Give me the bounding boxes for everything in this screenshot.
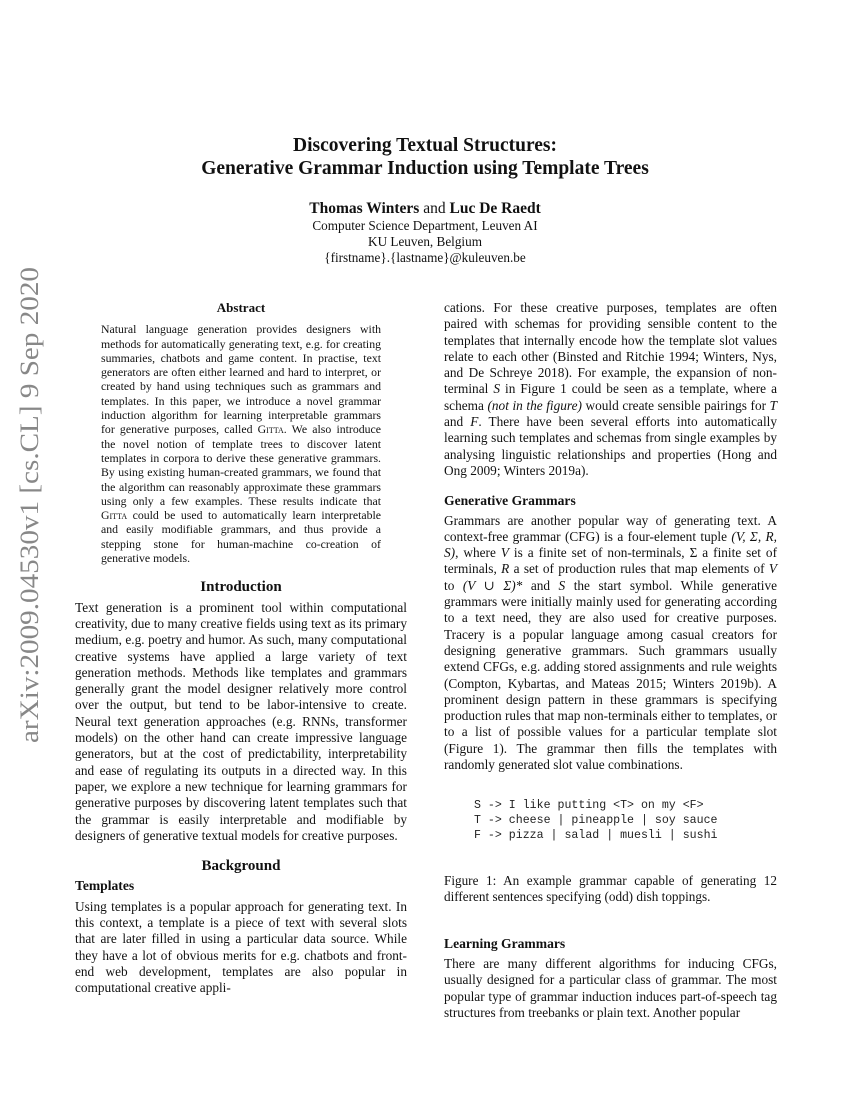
author-list bbox=[60, 200, 790, 218]
code-line: F -> pizza | salad | muesli | sushi bbox=[474, 828, 718, 842]
text-fragment: a finite set of terminals, bbox=[444, 545, 777, 577]
math-symbol: T bbox=[769, 397, 778, 413]
introduction-text: Text generation is a prominent tool within computational creativity, due to many creative fields using text as its primary medium, e.g. poetry and humor. As such, many computational creative systems have applied a large variety of text generation methods. Methods like templates and grammars generally grant the model designer relatively more control over the output, but tend to be labor-intensive to create. Neural text generation approaches (e.g. RNNs, transformer models) on the other hand can create impressive language generators, but at the cost of predictability, interpretability and ease of regulating its outputs in a directed way. In this paper, we explore a new technique for learning grammars for generative purposes by discovering latent templates such that the grammar is easily interpretable and modifiable by designers of generative textual models for creative purposes. bbox=[75, 599, 407, 843]
figure-1-caption: Figure 1: An example grammar capable of generating 12 different sentences specifying (odd) dish toppings. bbox=[444, 873, 777, 905]
text-fragment: the start symbol. While generative grammars were initially mainly used for generating according to a text need, they are also used for creative purposes. Tracery is a popular language among casual creators for designing generative grammars. Such grammars usually extend CFGs, e.g. adding stored assignments and rule weights (Compton, Kybartas, and Mateas 2015; Winters 2019b). A prominent design pattern in these grammars is specifying production rules that map non-terminals either to templates, or to a list of possible values for a particular template slot (Figure 1). The grammar then fills the templates with randomly generated slot value combinations. bbox=[444, 577, 777, 773]
emphasis-text: (not in the figure) bbox=[487, 397, 582, 413]
code-line: T -> cheese | pineapple | soy sauce bbox=[474, 813, 718, 827]
learning-grammars-heading: Learning Grammars bbox=[444, 935, 566, 951]
abstract-part: Natural language generation provides designers with methods for automatically generating text, e.g. for creating summaries, chatbots and game content. In practise, text generators are often either learned and hard to interpret, or created by hand using techniques such as grammars and templates. In this paper, we introduce a novel grammar induction algorithm for learning interpretable grammars for generative purposes, called bbox=[101, 322, 381, 437]
introduction-heading: Introduction bbox=[200, 579, 282, 596]
math-symbol: S bbox=[558, 577, 566, 593]
abstract-heading: Abstract bbox=[216, 300, 266, 315]
text-fragment: , where bbox=[455, 545, 496, 561]
learning-grammars-text: There are many different algorithms for inducing CFGs, usually designed for a particular class of grammar. The most popular type of grammar induction induces part-of-speech tag structures from treebanks or plain text. Another popular bbox=[444, 955, 777, 1020]
text-fragment: a set of production rules that map elements of bbox=[513, 561, 765, 577]
math-symbol: V bbox=[768, 561, 778, 577]
background-heading: Background bbox=[201, 858, 281, 875]
affiliation bbox=[60, 218, 790, 266]
templates-heading: Templates bbox=[75, 878, 135, 894]
math-symbol: Σ bbox=[689, 545, 698, 561]
affiliation-department: Computer Science Department, Leuven AI bbox=[312, 218, 538, 233]
math-symbol: R bbox=[501, 561, 510, 577]
text-fragment: is a finite set of non-terminals, bbox=[513, 545, 685, 561]
code-line: S -> I like putting <T> on my <F> bbox=[474, 799, 704, 813]
affiliation-email: {firstname}.{lastname}@kuleuven.be bbox=[324, 250, 526, 265]
templates-continued-text bbox=[444, 300, 777, 479]
text-fragment: to bbox=[444, 577, 455, 593]
text-fragment: cations. For these creative purposes, templates are often paired with schemas for providing sensible content to the templates that internally encode how the template slot values relate to each other (Binsted and Ritchie 1994; Winters, Nys, and De Schreye 2018). For example, the expansion of non-terminal bbox=[444, 300, 777, 397]
math-tuple: (V, Σ, R, S) bbox=[444, 528, 777, 561]
math-symbol: F bbox=[470, 414, 479, 430]
right-column bbox=[444, 300, 777, 1021]
abstract-text bbox=[101, 322, 381, 565]
figure-1-grammar-code bbox=[474, 799, 777, 843]
text-fragment: would create sensible pairings for bbox=[585, 397, 767, 413]
arxiv-identifier-stamp bbox=[6, 265, 50, 745]
author-conjunction: and bbox=[423, 200, 446, 217]
author-name: Luc De Raedt bbox=[449, 200, 541, 217]
paper-title bbox=[60, 134, 790, 180]
abstract-part: . We also introduce the novel notion of template trees to discover latent templates in corpora to derive these generative grammars. By using existing human-created grammars, we found that the algorithm can reasonably approximate these grammars using only a few examples. These results indicate that bbox=[101, 422, 382, 508]
math-closure: (V ∪ Σ)* bbox=[462, 577, 523, 593]
text-fragment: Grammars are another popular way of generating text. A context-free grammar (CFG) is a four-element tuple bbox=[444, 512, 777, 544]
text-fragment: . There have been several efforts into automatically learning such templates and schemas from single examples by analysing linguistic relationships and properties (Hong and Ong 2009; Winters 2019a). bbox=[444, 414, 777, 478]
math-symbol: V bbox=[500, 545, 509, 561]
generative-grammars-heading: Generative Grammars bbox=[444, 493, 576, 509]
text-fragment: in Figure 1 could be seen as a template, where a schema bbox=[444, 381, 777, 413]
abstract-part: could be used to automatically learn interpretable and easily modifiable grammars, and thus provide a stepping stone for human-machine co-creation of generative models. bbox=[101, 508, 381, 566]
author-name: Thomas Winters bbox=[309, 200, 420, 217]
arxiv-stamp-text: arXiv:2009.04530v1 [cs.CL] 9 Sep 2020 bbox=[14, 310, 44, 743]
title-line-1: Discovering Textual Structures: bbox=[293, 135, 557, 156]
affiliation-university: KU Leuven, Belgium bbox=[368, 234, 482, 249]
left-column bbox=[75, 300, 407, 996]
text-fragment: and bbox=[530, 577, 551, 593]
gitta-name: Gitta bbox=[101, 508, 128, 523]
math-symbol: S bbox=[493, 381, 500, 397]
text-fragment: and bbox=[444, 414, 464, 430]
gitta-name: Gitta bbox=[257, 422, 284, 437]
title-line-2: Generative Grammar Induction using Template Trees bbox=[201, 158, 649, 179]
templates-text: Using templates is a popular approach for generating text. In this context, a template is a piece of text with several slots that are later filled in using a particular data source. While they have a lot of obvious merits for e.g. chatbots and front-end web development, templates are also popular in computational creative appli- bbox=[75, 898, 407, 996]
generative-grammars-text bbox=[444, 513, 777, 774]
